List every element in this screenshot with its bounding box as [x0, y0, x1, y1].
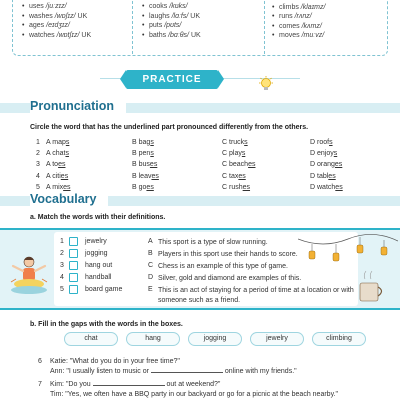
option-b[interactable]: B leaves	[132, 172, 159, 180]
option-word: leaves	[138, 172, 159, 180]
phonetic-word: watches	[29, 31, 55, 39]
phonetic-word: washes	[29, 12, 53, 20]
option-b[interactable]: B buses	[132, 161, 158, 169]
definition-text: Silver, gold and diamond are examples of this.	[158, 275, 302, 282]
option-d[interactable]: D watches	[310, 183, 343, 191]
gap-blank[interactable]	[151, 372, 223, 373]
phonetic-ipa: /juːzɪz/	[45, 3, 67, 10]
question-number: 4	[36, 172, 40, 180]
phonetic-ipa: /kʌmz/	[301, 22, 322, 30]
phonetic-item	[22, 12, 91, 22]
lightbulb-icon	[258, 76, 274, 94]
phonetic-word: uses	[29, 3, 44, 10]
dialogue-line: Katie: "What do you do in your free time?"	[50, 358, 180, 365]
match-row	[58, 286, 358, 304]
pronunciation-row	[36, 173, 376, 183]
dialogue-line	[50, 367, 380, 377]
option-c[interactable]: C rushes	[222, 183, 251, 191]
phonetic-word: runs	[279, 13, 293, 21]
option-word: tables	[317, 172, 336, 180]
option-word: enjoys	[317, 150, 338, 158]
option-d[interactable]: D roofs	[310, 139, 333, 146]
question-number: 3	[60, 262, 64, 269]
practice-banner	[0, 66, 400, 92]
practice-label: PRACTICE	[126, 70, 218, 89]
definition-text: This sport is a type of slow running.	[158, 239, 268, 246]
question-number: 4	[60, 274, 64, 281]
match-word: jogging	[85, 250, 108, 257]
phonetic-word: comes	[279, 22, 300, 30]
option-c[interactable]: C beaches	[222, 161, 256, 169]
phonetic-ipa: /lɑːfs/	[171, 12, 189, 20]
match-word: jewelry	[85, 238, 107, 245]
phonetic-ipa: /muːvz/	[301, 32, 325, 40]
match-word: board game	[85, 286, 123, 293]
option-a[interactable]: A chats	[46, 150, 69, 158]
phonetic-word: baths	[149, 31, 167, 39]
phonetic-ipa: /kʊks/	[169, 3, 188, 10]
option-word: toes	[52, 161, 66, 169]
region-tag: UK	[77, 12, 88, 20]
option-word: watches	[317, 183, 343, 191]
header-strip	[0, 103, 30, 113]
phonetic-item	[22, 31, 91, 41]
option-word: taxes	[229, 172, 246, 180]
definition-letter: B	[148, 250, 153, 257]
phonetic-word: moves	[279, 32, 300, 40]
option-b[interactable]: B goes	[132, 183, 154, 191]
option-a[interactable]: A maps	[46, 139, 70, 146]
pronunciation-instruction: Circle the word that has the underlined part pronounced differently from the others.	[30, 124, 309, 131]
gap-blank[interactable]	[93, 385, 165, 386]
phonetic-item	[142, 31, 201, 41]
definition-letter: C	[148, 262, 154, 269]
phonetic-item	[272, 31, 325, 41]
phonetic-ipa: /bɑːθs/	[168, 31, 189, 39]
pronunciation-header	[0, 100, 400, 116]
answer-box[interactable]	[69, 237, 78, 246]
column-divider	[264, 0, 265, 54]
option-word: mixes	[52, 183, 71, 191]
pronunciation-title: Pronunciation	[30, 99, 115, 113]
definition-text: Players in this sport use their hands to score.	[158, 251, 298, 258]
phonetic-item	[272, 22, 325, 32]
phonetic-ipa	[295, 0, 310, 1]
dialogue-text: Ann: "I usually listen to music or	[50, 368, 149, 375]
word-box: jewelry	[250, 332, 304, 346]
phonetic-item	[22, 21, 91, 31]
question-number: 5	[60, 286, 64, 293]
option-word: buses	[138, 161, 158, 169]
option-b[interactable]: B bags	[132, 139, 154, 146]
definition-text: This is an act of staying for a period of time at a location or with someone such as a friend.	[158, 287, 354, 304]
question-number: 5	[36, 183, 40, 191]
option-word: plays	[229, 150, 246, 158]
column-divider	[132, 0, 133, 54]
vocabulary-title: Vocabulary	[30, 192, 97, 206]
definition-letter: E	[148, 286, 153, 293]
question-number: 2	[36, 150, 40, 158]
dialogue-text: online with my friends."	[224, 368, 297, 375]
match-instruction: a. Match the words with their definitions.	[30, 214, 166, 221]
word-box: hang	[126, 332, 180, 346]
option-d[interactable]: D tables	[310, 172, 336, 180]
option-word: rushes	[229, 183, 251, 191]
phonetic-ipa: /wɒʃɪz/	[54, 12, 76, 20]
option-word: beaches	[229, 161, 256, 169]
pronunciation-row	[36, 150, 376, 160]
phonetic-item	[272, 12, 325, 22]
phonetic-item	[272, 3, 325, 13]
phonetic-item	[142, 21, 201, 31]
phonetic-ipa: /rʌnz/	[294, 13, 312, 21]
header-strip	[108, 196, 400, 206]
match-word: handball	[85, 274, 112, 281]
fill-gaps-instruction: b. Fill in the gaps with the words in the boxes.	[30, 321, 183, 328]
dialogue-line: Tim: "Yes, we often have a BBQ party in our backyard or go for a picnic at the beach nearby."	[50, 391, 338, 398]
option-a[interactable]: A cities	[46, 172, 69, 180]
option-word: trucks	[229, 139, 248, 146]
option-word: maps	[52, 139, 70, 146]
match-row	[58, 274, 358, 284]
definition-letter: A	[148, 238, 153, 245]
question-number: 2	[60, 250, 64, 257]
option-a[interactable]: A mixes	[46, 183, 71, 191]
word-box: jogging	[188, 332, 242, 346]
phonetic-ipa: /wɒtʃɪz/	[56, 31, 80, 39]
option-a[interactable]: A toes	[46, 161, 66, 169]
pronunciation-row	[36, 161, 376, 171]
phonetic-word: puts	[149, 22, 163, 30]
phonetic-item	[142, 12, 201, 22]
option-word: chats	[52, 150, 69, 158]
word-box-row	[50, 332, 360, 348]
meditation-illustration	[8, 252, 50, 300]
region-tag: UK	[190, 31, 201, 39]
region-tag: UK	[81, 31, 92, 39]
region-tag: UK	[190, 12, 201, 20]
question-number: 1	[36, 139, 40, 146]
definition-letter: D	[148, 274, 154, 281]
header-strip	[0, 196, 30, 206]
answer-box[interactable]	[69, 249, 78, 258]
word-box: chat	[64, 332, 118, 346]
vocabulary-header	[0, 193, 400, 209]
phonetic-ipa: /klaɪmz/	[300, 3, 326, 11]
phonetic-item	[142, 2, 201, 12]
option-c[interactable]: C plays	[222, 150, 246, 158]
definition-text: Chess is an example of this type of game.	[158, 263, 288, 270]
dialogue-text: Kim: "Do you	[50, 381, 91, 388]
match-word: hang out	[85, 262, 113, 269]
dialogue-text: out at weekend?"	[166, 381, 221, 388]
question-number: 1	[60, 238, 64, 245]
phonetic-list-s	[142, 2, 201, 40]
gap-number: 6	[38, 358, 42, 365]
word-box: climbing	[312, 332, 366, 346]
option-word: oranges	[317, 161, 343, 169]
option-word: roofs	[317, 139, 333, 146]
option-word: pens	[138, 150, 154, 158]
phonetic-word: cooks	[149, 3, 168, 10]
option-c[interactable]: C trucks	[222, 139, 248, 146]
answer-box[interactable]	[69, 285, 78, 294]
gap-number: 7	[38, 381, 42, 388]
phonetic-word: laughs	[149, 12, 170, 20]
match-row	[58, 262, 358, 272]
option-word: goes	[138, 183, 154, 191]
phonetic-word: climbs	[279, 3, 299, 11]
option-word: bags	[138, 139, 154, 146]
phonetic-list-z	[272, 0, 325, 41]
phonetic-ipa: /pʊts/	[164, 22, 182, 30]
option-b[interactable]: B pens	[132, 150, 154, 158]
phonetic-word: ages	[29, 22, 45, 30]
match-row	[58, 250, 358, 260]
question-number: 3	[36, 161, 40, 169]
option-d[interactable]: D oranges	[310, 161, 343, 169]
answer-box[interactable]	[69, 273, 78, 282]
header-strip	[126, 103, 400, 113]
option-word: cities	[52, 172, 69, 180]
dialogue-line	[50, 380, 380, 390]
phonetic-list-iz	[22, 2, 91, 40]
option-c[interactable]: C taxes	[222, 172, 246, 180]
match-row	[58, 238, 358, 248]
phonetic-item	[22, 2, 91, 12]
phonetic-ipa: /eɪdʒɪz/	[46, 22, 70, 30]
phonetic-word	[279, 0, 293, 1]
pronunciation-row	[36, 139, 376, 149]
option-d[interactable]: D enjoys	[310, 150, 338, 158]
answer-box[interactable]	[69, 261, 78, 270]
